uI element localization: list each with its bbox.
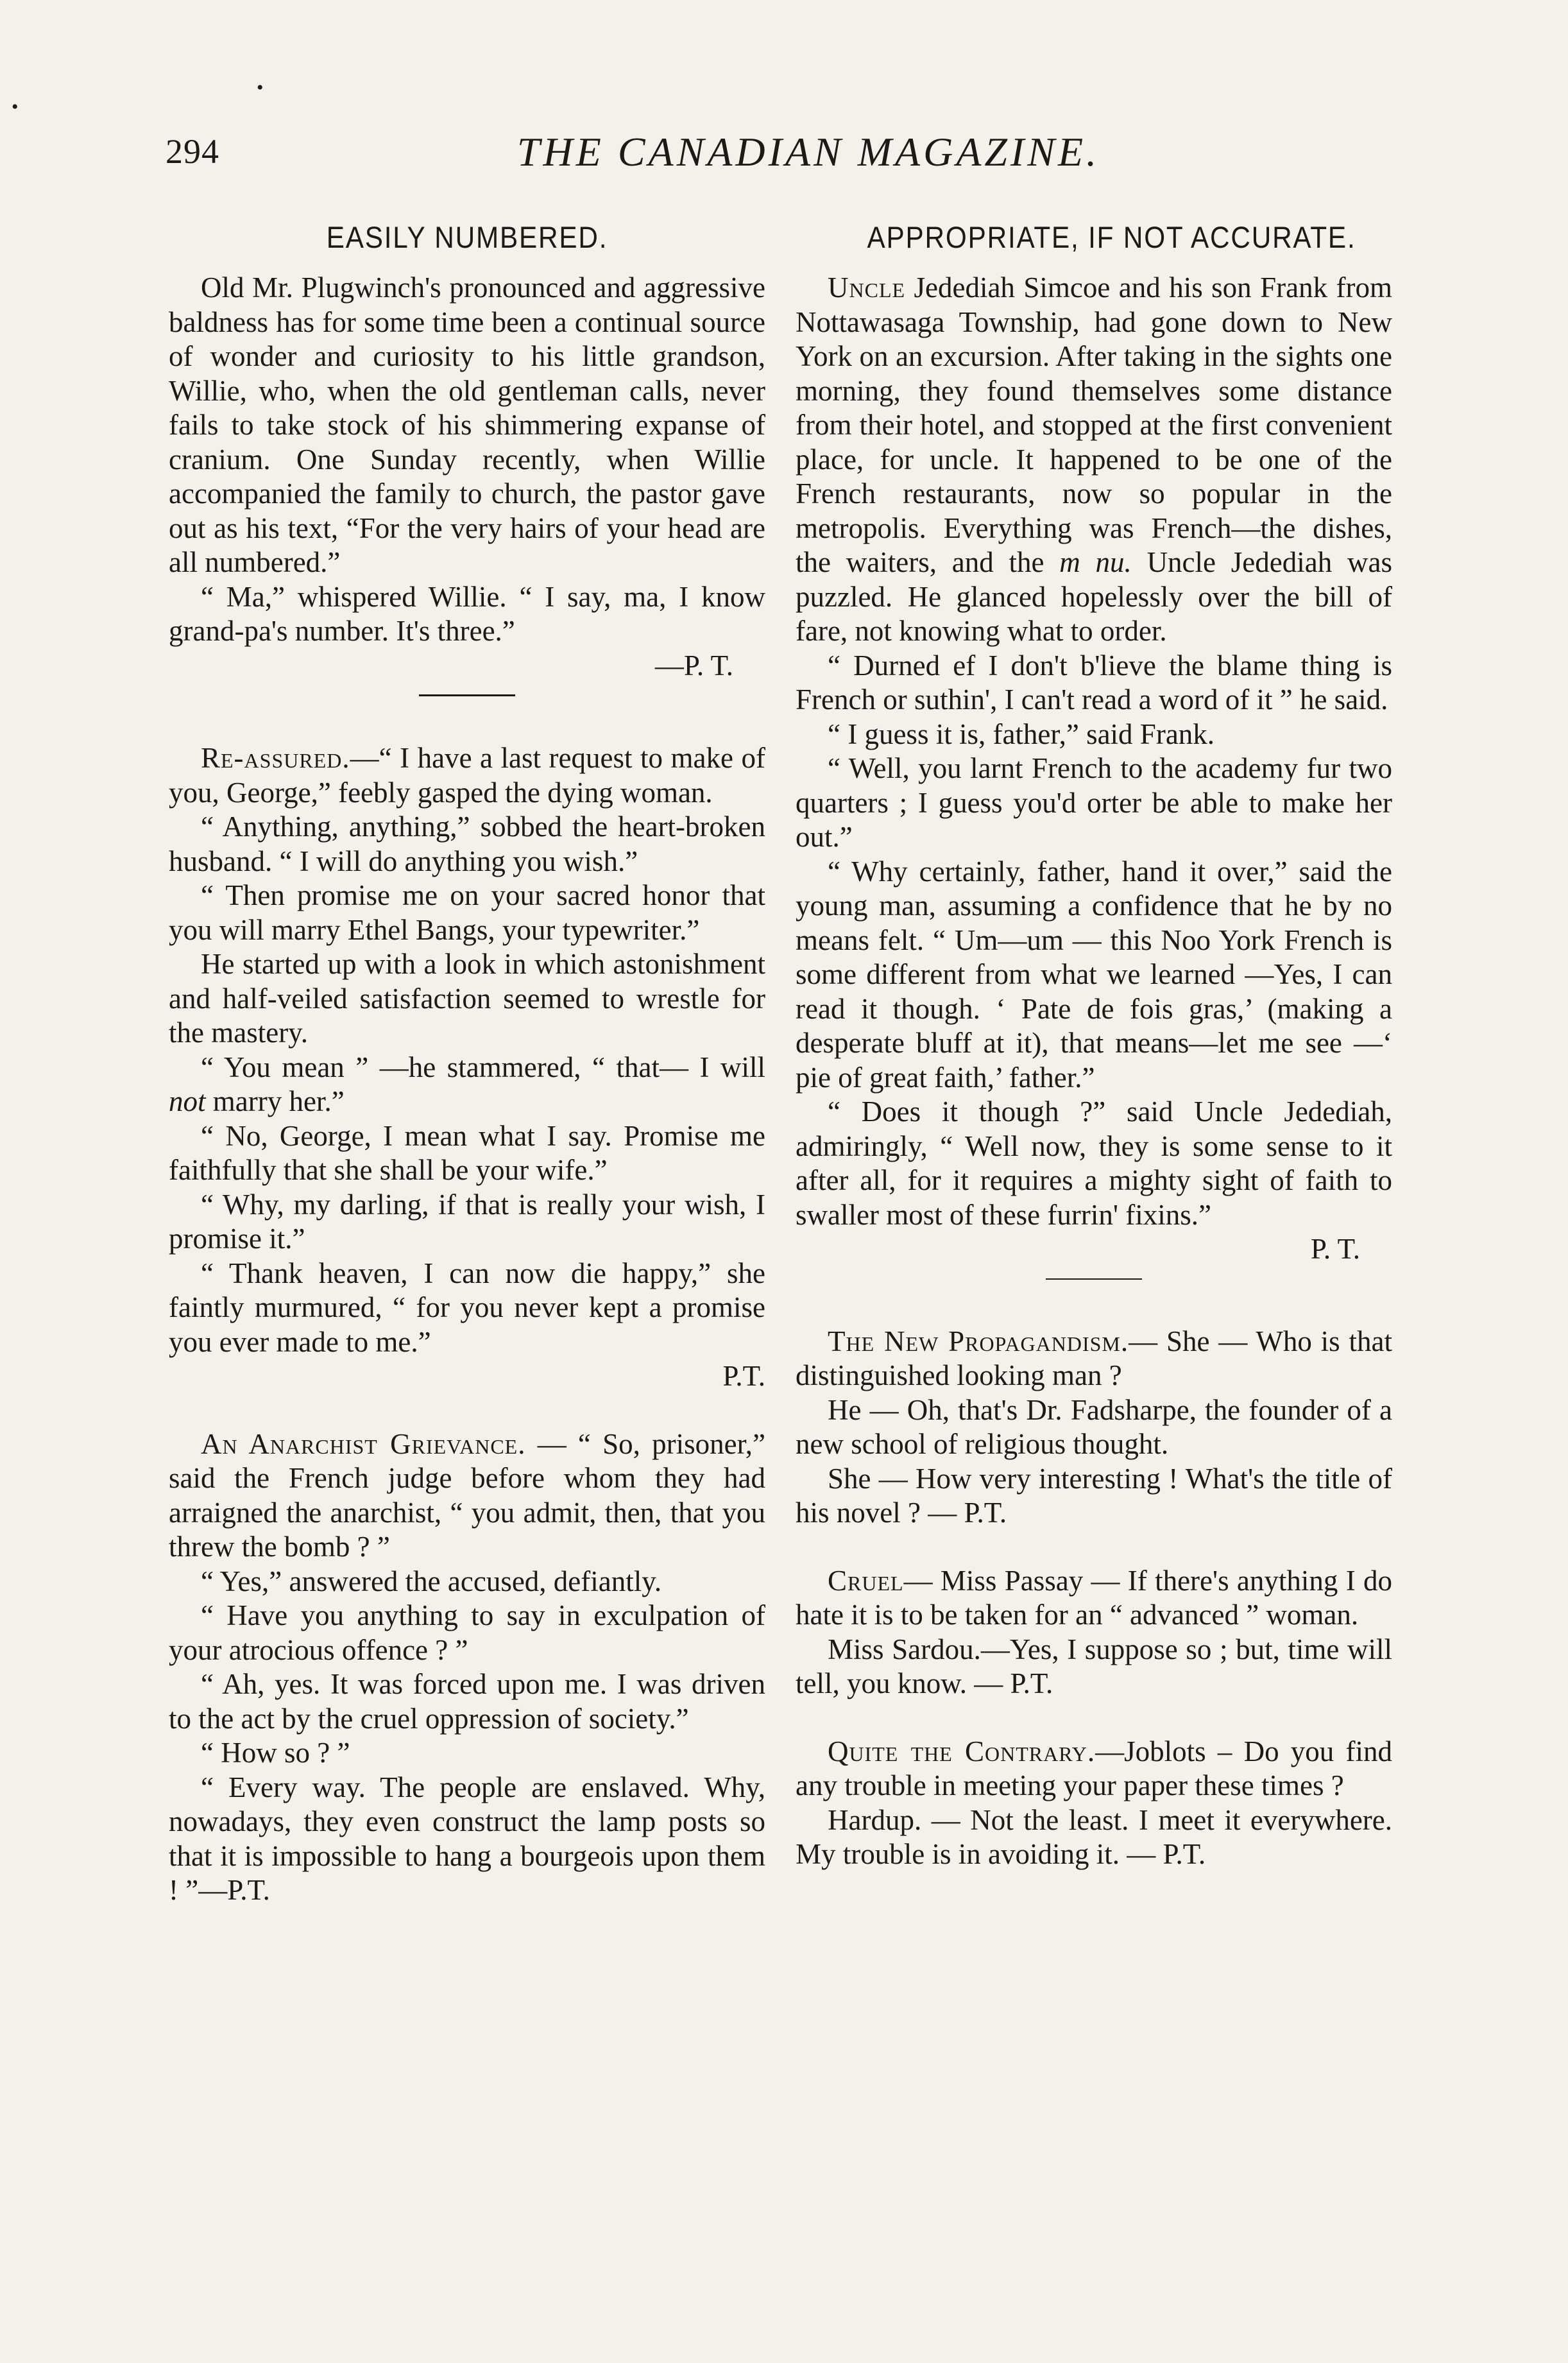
- signature: P.T.: [722, 1360, 765, 1392]
- section-lead: The New Propagandism.: [828, 1325, 1129, 1357]
- paragraph: “ Durned ef I don't b'lieve the blame thing is French or suthin', I can't read a word of it ” he said.: [796, 649, 1392, 716]
- margin-dot: •: [257, 77, 264, 98]
- section-lead: Quite the Contrary.: [828, 1735, 1096, 1767]
- heading-appropriate: APPROPRIATE, IF NOT ACCURATE.: [867, 220, 1356, 254]
- paragraph: “ Why, my darling, if that is really your wish, I promise it.”: [169, 1188, 765, 1255]
- paragraph: He started up with a look in which astonishment and half-veiled satisfaction seemed to wrestle for the mastery.: [169, 948, 765, 1049]
- paragraph: Hardup. — Not the least. I meet it everywhere. My trouble is in avoiding it. — P.T.: [796, 1803, 1392, 1870]
- right-column: [796, 218, 1392, 1872]
- paragraph: He — Oh, that's Dr. Fadsharpe, the founder of a new school of religious thought.: [796, 1393, 1392, 1460]
- paragraph: “ Thank heaven, I can now die happy,” she faintly murmured, “ for you never kept a promise you ever made to me.”: [169, 1257, 765, 1358]
- section-lead: Cruel: [828, 1564, 904, 1597]
- paragraph: “ Ma,” whispered Willie. “ I say, ma, I know grand-pa's number. It's three.”: [169, 580, 765, 647]
- signature: P. T.: [1310, 1233, 1360, 1265]
- paragraph: “ Yes,” answered the accused, defiantly.: [201, 1565, 662, 1597]
- section-lead: Uncle: [828, 271, 906, 304]
- paragraph: “ Then promise me on your sacred honor that you will marry Ethel Bangs, your typewriter.”: [169, 879, 765, 946]
- paragraph: “ I guess it is, father,” said Frank.: [828, 717, 1215, 750]
- paragraph: Cruel— Miss Passay — If there's anything I do hate it is to be taken for an “ advanced ” woman.: [796, 1564, 1392, 1631]
- paragraph: Uncle Jedediah Simcoe and his son Frank from Nottawasaga Township, had gone down to New York on an excursion. After taking in the sights one morning, they found themselves some distance from their hotel, and stopped at the first convenient place, for uncle. It happened to be one of the French restaurants, now so popular in the metropolis. Everything was French—the dishes, the waiters, and the m nu. Uncle Jedediah was puzzled. He glanced hopelessly over the bill of fare, not knowing what to order.: [796, 271, 1392, 647]
- paragraph: “ No, George, I mean what I say. Promise me faithfully that she shall be your wife.”: [169, 1119, 765, 1186]
- signature: —P. T.: [654, 649, 733, 682]
- page-number: 294: [166, 132, 219, 171]
- paragraph: She — How very interesting ! What's the title of his novel ? — P.T.: [796, 1462, 1392, 1529]
- paragraph: An Anarchist Grievance. — “ So, prisoner,” said the French judge before whom they had arraigned the anarchist, “ you admit, then, that you threw the bomb ? ”: [169, 1427, 765, 1563]
- paragraph: “ Why certainly, father, hand it over,” said the young man, assuming a confidence that he by no means felt. “ Um—um — this Noo York French is some different from what we learned —Yes, I can read it though. ‘ Pate de fois gras,’ (making a desperate bluff at it), that means—let me see —‘ pie of great faith,’ father.”: [796, 855, 1392, 1094]
- heading-easily-numbered: EASILY NUMBERED.: [326, 220, 608, 254]
- margin-dot: •: [12, 96, 19, 117]
- paragraph: “ Ah, yes. It was forced upon me. I was driven to the act by the cruel oppression of society.”: [169, 1668, 765, 1735]
- paragraph: Re-assured.—“ I have a last request to make of you, George,” feebly gasped the dying woman.: [169, 742, 765, 809]
- paragraph: Miss Sardou.—Yes, I suppose so ; but, time will tell, you know. — P.T.: [796, 1633, 1392, 1699]
- paragraph: “ How so ? ”: [201, 1737, 350, 1769]
- paragraph: “ Anything, anything,” sobbed the heart-broken husband. “ I will do anything you wish.”: [169, 811, 765, 877]
- section-lead: Re-assured.: [201, 742, 350, 774]
- running-head: THE CANADIAN MAGAZINE.: [516, 129, 1100, 175]
- paragraph: Quite the Contrary.—Joblots – Do you find any trouble in meeting your paper these times ?: [796, 1735, 1393, 1801]
- paragraph: “ You mean ” —he stammered, “ that— I will not marry her.”: [169, 1051, 765, 1117]
- paragraph: “ Does it though ?” said Uncle Jedediah, admiringly, “ Well now, they is some sense to it after all, for it requires a mighty sight of faith to swaller most of these furrin' fixins.”: [796, 1096, 1392, 1231]
- paragraph: “ Every way. The people are enslaved. Why, nowadays, they even construct the lamp posts so that it is impossible to hang a bourgeois upon them ! ”—P.T.: [169, 1771, 765, 1906]
- paragraph: “ Well, you larnt French to the academy fur two quarters ; I guess you'd orter be able to make her out.”: [796, 752, 1392, 853]
- paragraph: “ Have you anything to say in exculpation of your atrocious offence ? ”: [169, 1599, 765, 1666]
- paragraph: Old Mr. Plugwinch's pronounced and aggressive baldness has for some time been a continual source of wonder and curiosity to his little grandson, Willie, who, when the old gentleman calls, never fails to take stock of his shimmering expanse of cranium. One Sunday recently, when Willie accompanied the family to church, the pastor gave out as his text, “For the very hairs of your head are all numbered.”: [169, 271, 765, 578]
- paragraph: The New Propagandism.— She — Who is that distinguished looking man ?: [796, 1325, 1392, 1391]
- section-lead: An Anarchist Grievance.: [201, 1427, 526, 1460]
- left-column: [169, 218, 765, 1908]
